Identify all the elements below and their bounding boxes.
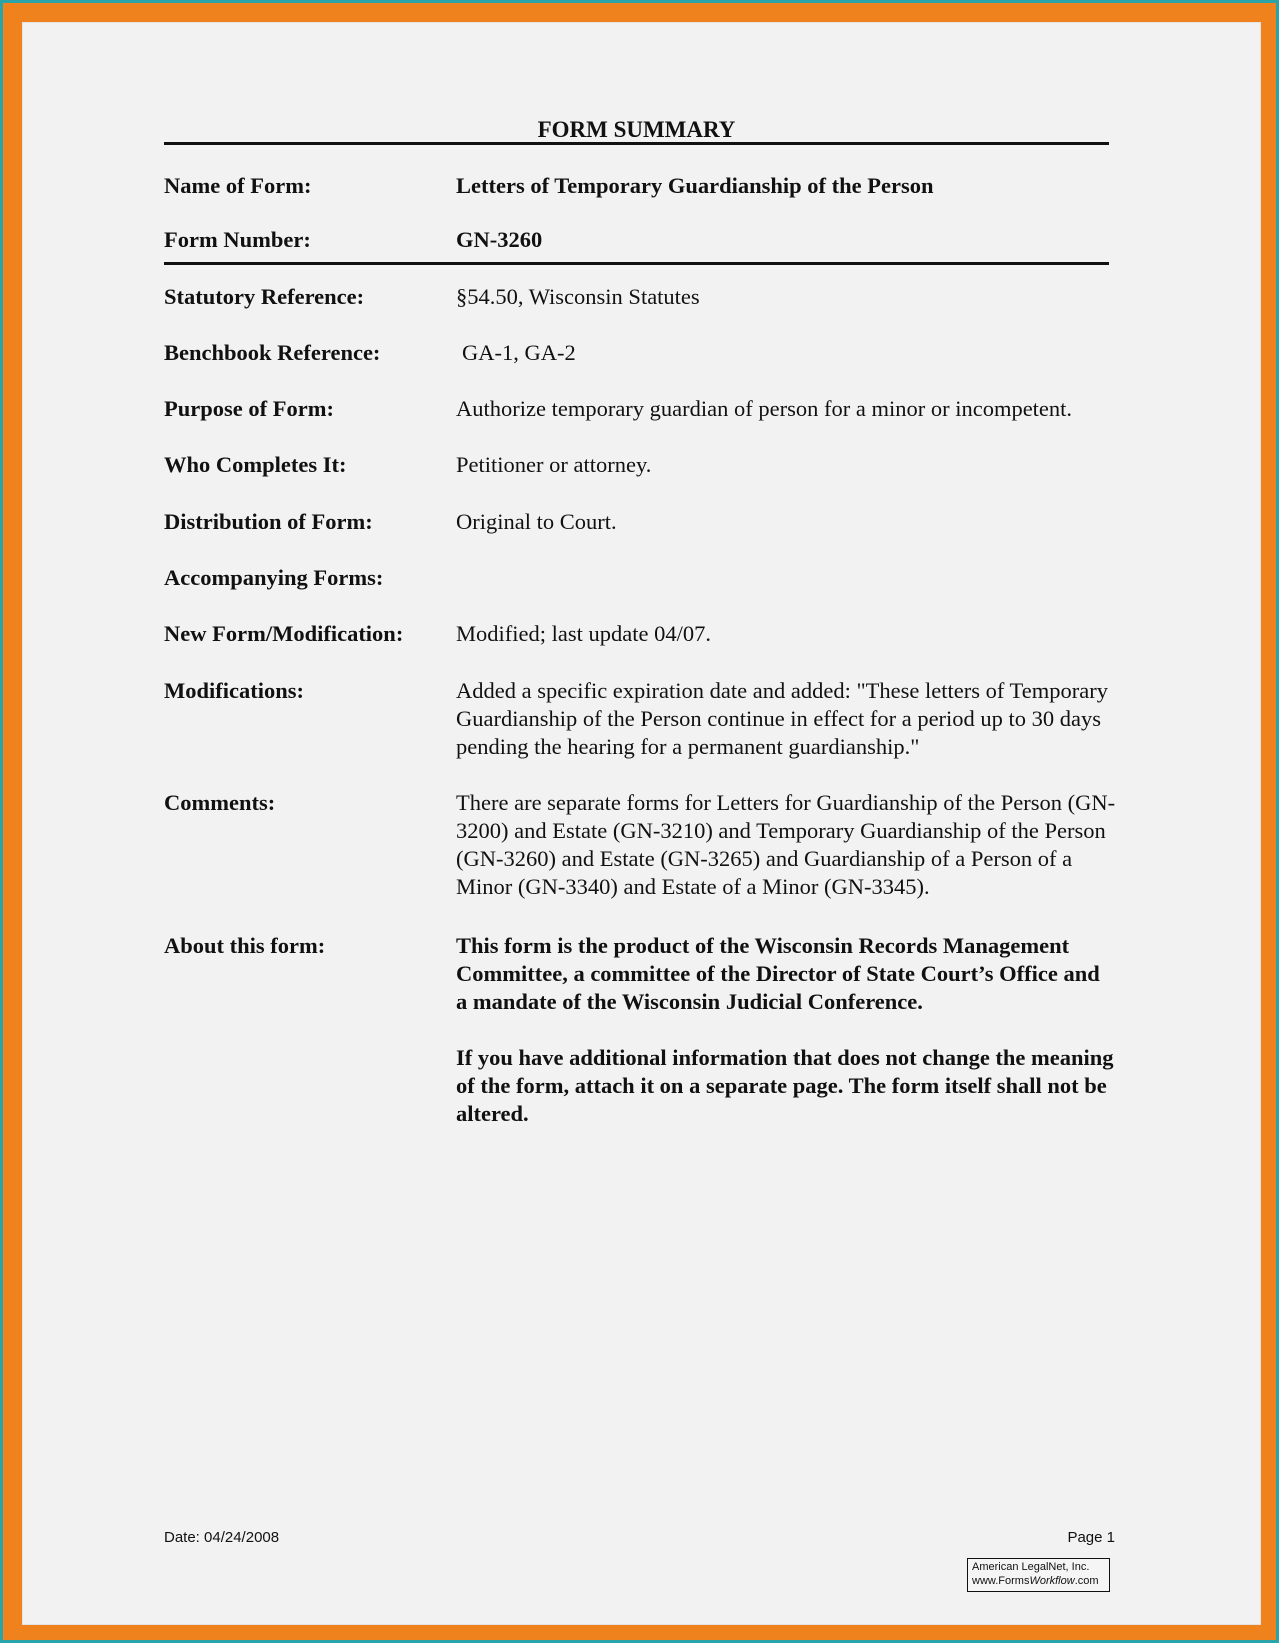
field-label: Name of Form: — [164, 173, 312, 198]
field-value: Petitioner or attorney. — [456, 452, 652, 477]
publisher-stamp — [967, 1558, 1110, 1592]
field-label: Statutory Reference: — [164, 284, 365, 309]
field-value: Added a specific expiration date and added: "These letters of Temporary Guardianship of the Person continue in effect for a period up to 30 days pending the hearing for a permanent guardianship." — [456, 678, 1108, 759]
field-label: Who Completes It: — [164, 452, 347, 477]
form-number-rule — [164, 262, 1109, 265]
title-rule — [164, 142, 1109, 145]
field-label: Form Number: — [164, 227, 311, 252]
stamp-line-2: www.FormsWorkflow.com — [972, 1575, 1099, 1587]
footer-page-number: Page 1 — [1067, 1529, 1115, 1546]
field-value — [456, 932, 1116, 1156]
page-title: FORM SUMMARY — [537, 117, 736, 142]
field-label: Purpose of Form: — [164, 396, 334, 421]
field-value: GN-3260 — [456, 227, 543, 252]
field-value: There are separate forms for Letters for Guardianship of the Person (GN-3200) and Estate (GN-3210) and Temporary Guardianship of the Person (GN-3260) and Estate (GN-3265) and Guardianship of a Person of a Minor (GN-3340) and Estate of a Minor (GN-3345). — [456, 790, 1116, 899]
field-label: Modifications: — [164, 678, 304, 703]
field-value: Letters of Temporary Guardianship of the Person — [456, 173, 934, 198]
field-label: Comments: — [164, 790, 276, 815]
field-value: Authorize temporary guardian of person for a minor or incompetent. — [456, 396, 1073, 421]
field-value: Modified; last update 04/07. — [456, 621, 711, 646]
field-value: §54.50, Wisconsin Statutes — [456, 284, 700, 309]
field-label: About this form: — [164, 933, 326, 958]
about-paragraph-1: This form is the product of the Wisconsin Records Management Committee, a committee of the Director of State Court’s Office and a mandate of the Wisconsin Judicial Conference. — [456, 933, 1100, 1014]
field-label: Benchbook Reference: — [164, 340, 381, 365]
field-value: Original to Court. — [456, 509, 617, 534]
field-label: New Form/Modification: — [164, 621, 404, 646]
stamp-line-1: American LegalNet, Inc. — [972, 1561, 1090, 1573]
field-label: Distribution of Form: — [164, 509, 373, 534]
field-value: GA-1, GA-2 — [462, 340, 576, 365]
about-paragraph-2: If you have additional information that does not change the meaning of the form, attach it on a separate page. The form itself shall not be altered. — [456, 1045, 1114, 1126]
field-label: Accompanying Forms: — [164, 565, 384, 590]
footer-date: Date: 04/24/2008 — [164, 1529, 280, 1546]
